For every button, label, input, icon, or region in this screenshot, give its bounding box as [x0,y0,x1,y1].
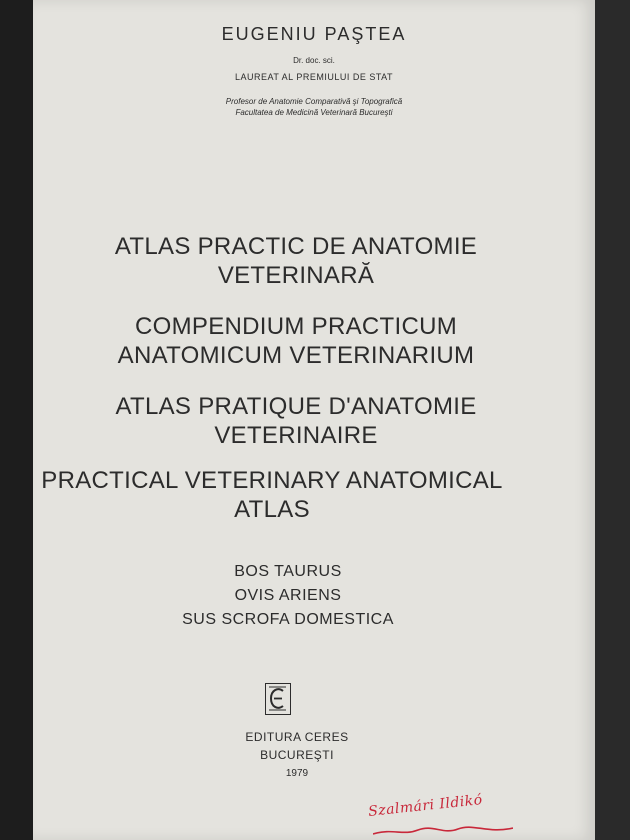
title-line: ATLAS PRACTIC DE ANATOMIE [114,233,478,260]
book-spine-shadow [0,0,33,840]
publisher-city: BUCUREŞTI [260,748,334,762]
species-item: OVIS ARIENS [234,587,342,604]
publisher-logo-icon [265,683,291,715]
title-french [33,392,577,450]
handwritten-signature: Szalmári Ildikó [367,792,484,820]
publication-year: 1979 [285,768,309,779]
title-romanian [33,232,577,290]
species-item: SUS SCROFA DOMESTICA [182,611,394,628]
author-name: EUGENIU PAŞTEA [221,24,407,44]
publisher-block [33,728,578,764]
title-line: ATLAS [234,496,310,523]
page-edge-shadow [595,0,630,840]
author-laureate: LAUREAT AL PREMIULUI DE STAT [234,72,394,82]
title-page [33,0,595,840]
species-list [33,560,569,632]
title-line: PRACTICAL VETERINARY ANATOMICAL [41,467,503,494]
title-line: ATLAS PRATIQUE D'ANATOMIE [115,393,477,420]
title-line: COMPENDIUM PRACTICUM [135,313,457,340]
author-degree: Dr. doc. sci. [293,56,335,65]
title-line: VETERINARĂ [217,262,375,289]
title-line: ANATOMICUM VETERINARIUM [117,342,475,369]
publisher-name: EDITURA CERES [245,730,349,744]
title-latin [33,312,577,370]
title-english [33,466,553,524]
author-position-1: Profesor de Anatomie Comparativă şi Topografică [225,97,403,106]
title-line: VETERINAIRE [214,422,378,449]
signature-scribble-icon [373,826,513,836]
author-position-2: Facultatea de Medicină Veterinară Bucureşti [235,108,393,117]
species-item: BOS TAURUS [234,563,342,580]
